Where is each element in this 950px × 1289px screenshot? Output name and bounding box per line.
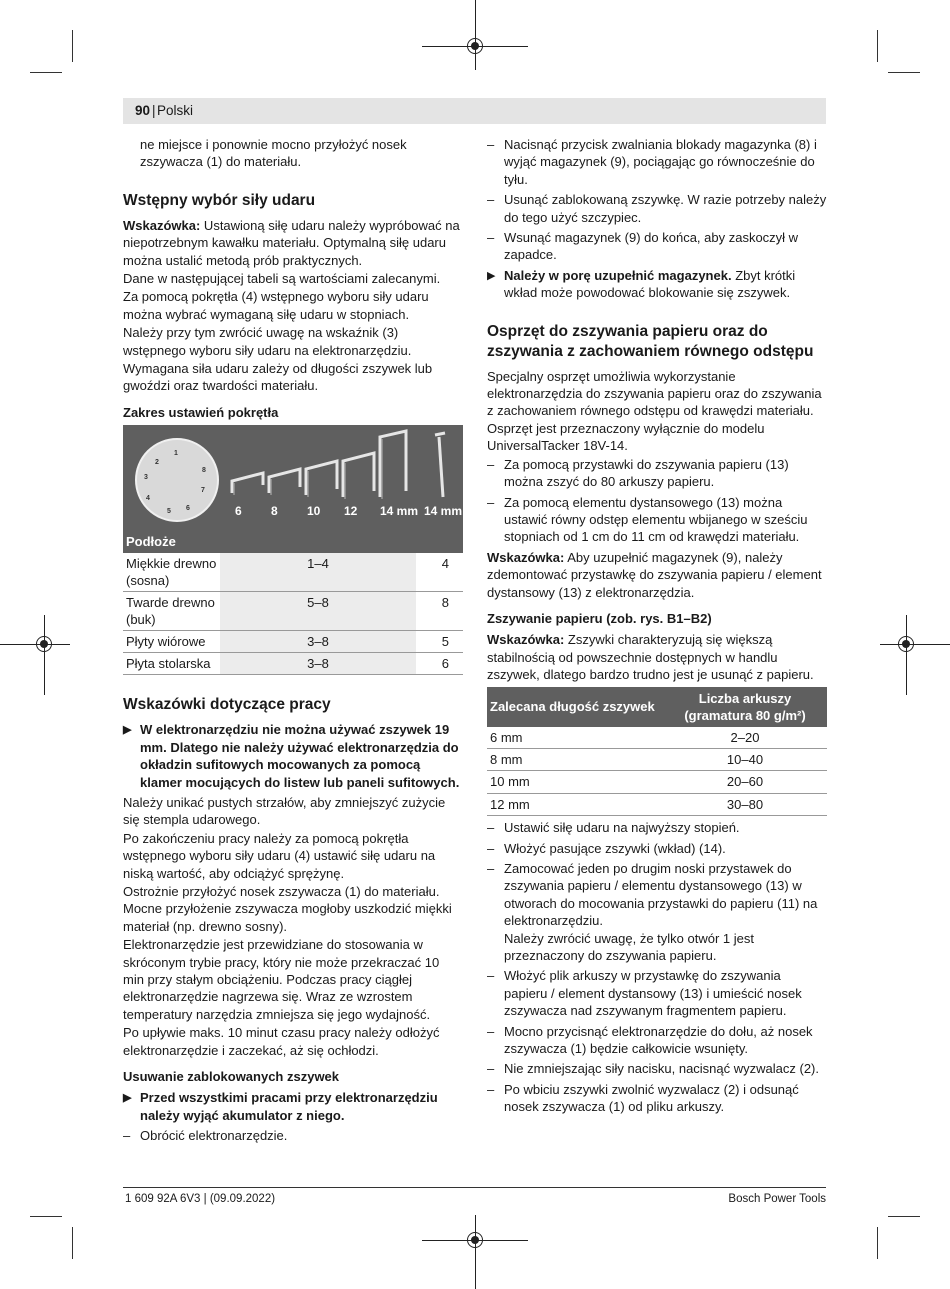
registration-line [880,644,950,645]
paragraph: Specjalny osprzęt umożliwia wykorzystanie elektronarzędzia do zszywania papieru oraz do zszywania z zachowaniem równego odstępu od krawędzi materiału. Osprzęt jest przeznaczony wyłącznie do modelu UniversalTacker 18V-14. [487,368,822,454]
dial-label: 2 [155,459,159,467]
crop-mark [30,72,62,73]
cell-length: 10 mm [487,771,663,793]
note [487,549,827,601]
cell-value: 4 [416,553,463,592]
table-row [123,553,463,592]
paragraph: Po zakończeniu pracy należy za pomocą pokrętła wstępnego wyboru siły udaru (4) ustawić siłę udaru na niską wartość, aby odciążyć sprężynę. [123,830,436,881]
dial-label: 3 [144,474,148,482]
cell-substrate: Miękkie drewno (sosna) [123,553,220,592]
note-label: Wskazówka: [487,632,565,648]
list-item: – Za pomocą przystawki do zszywania papieru (13) można zszyć do 80 arkuszy papieru. [487,456,827,491]
registration-mark-icon [898,636,914,652]
substrate-table [123,529,463,675]
subsection-title: Zszywanie papieru (zob. rys. B1–B2) [487,610,712,626]
cell-length: 12 mm [487,793,663,815]
registration-line [475,0,476,70]
note-text: Ustawioną siłę udaru należy wypróbować na niepotrzebnym kawałku materiału. Optymalną siłę udaru można ustalić metodą prób praktycznych. [123,217,460,268]
note-label: Wskazówka: [123,217,201,233]
staple-length-label: 14 mm [424,503,463,518]
note-text: Zszywki charakteryzują się większą stabilnością od powszechnie dostępnych w handlu zszywek, dlatego bardzo trudno jest je usunąć z papieru. [487,632,814,683]
paragraph: Ostrożnie przyłożyć nosek zszywacza (1) do materiału. Mocne przyłożenie zszywacza mogłoby uszkodzić miękki materiał (np. drewno sosny). [123,883,452,934]
paragraph: ne miejsce i ponownie mocno przyłożyć nosek zszywacza (1) do materiału. [140,137,407,170]
cell-value: 8 [416,592,463,631]
warning: ▶ W elektronarzędziu nie można używać zszywek 19 mm. Dlatego nie należy używać elektronarzędzia do okładzin sufitowych mocowanych za pomocą klamer mocujących do listew lub paneli sufitowych. [123,721,463,791]
left-column [123,136,463,1148]
table-row [123,653,463,675]
list-item: – Zamocować jeden po drugim noski przystawek do zszywania papieru / elementu dystansowego (13) w otworach do mocowania przystawki do papieru (11) na elektronarzędziu. [487,860,827,930]
paragraph: Elektronarzędzie jest przewidziane do stosowania w skróconym trybie pracy, który nie może przekraczać 10 min przy stałym obciążeniu. Podczas pracy ciągłej elektronarzędzie nagrzewa się. Wraz ze wzrostem temperatury narzędzia zmniejsza się jego wydajność. [123,937,440,1022]
list-item: – Usunąć zablokowaną zszywkę. W razie potrzeby należy do tego użyć szczypiec. [487,191,827,226]
crop-mark [877,30,878,62]
note-label: Wskazówka: [487,549,565,565]
staple-length-label: 12 [344,503,358,518]
staple-length-label: 6 [235,503,242,518]
page-footer [123,1187,826,1205]
cell-substrate: Płyty wiórowe [123,631,220,653]
header-language: Polski [157,103,194,118]
table-header: Liczba arkuszy (gramatura 80 g/m²) [663,687,827,727]
right-column [487,136,827,1119]
page-header [123,98,826,124]
paragraph: Po upływie maks. 10 minut czasu pracy należy odłożyć elektronarzędzie i zaczekać, aż się ochłodzi. [123,1025,440,1058]
list-item: – Nacisnąć przycisk zwalniania blokady magazynka (8) i wyjąć magazynek (9), pociągając go równocześnie do tyłu. [487,136,827,188]
cell-length: 6 mm [487,727,663,749]
dial-label: 4 [146,495,150,503]
staple-length-label: 8 [271,503,278,518]
dial-label: 7 [201,487,205,495]
note-text: Aby uzupełnić magazynek (9), należy zdemontować przystawkę do zszywania papieru / element dystansowy (13) z elektronarzędzia. [487,549,822,600]
section-title: Wstępny wybór siły udaru [123,191,316,209]
dial-label: 5 [167,508,171,516]
note [487,631,827,683]
cell-substrate: Płyta stolarska [123,653,220,675]
table-header: Podłoże [123,529,463,553]
cell-range: 3–8 [220,631,416,653]
list-item: – Po wbiciu zszywki zwolnić wyzwalacz (2) i odsunąć nosek zszywacza (1) od pliku arkuszy. [487,1081,827,1116]
paragraph: Za pomocą pokrętła (4) wstępnego wyboru siły udaru można wybrać wymaganą siłę udaru w stopniach. [123,289,429,322]
registration-line [906,615,907,695]
table-row [487,727,827,749]
registration-mark-icon [467,1232,483,1248]
paragraph: Dane w następującej tabeli są wartościami zalecanymi. [123,271,441,287]
table-row [487,771,827,793]
staple-length-label: 10 [307,503,321,518]
table-row [123,631,463,653]
cell-range: 5–8 [220,592,416,631]
registration-line [475,1215,476,1289]
registration-line [44,615,45,695]
cell-length: 8 mm [487,748,663,770]
list-item: – Mocno przycisnąć elektronarzędzie do dołu, aż nosek zszywacza (1) będzie całkowicie wsunięty. [487,1023,827,1058]
table-row [487,748,827,770]
crop-mark [888,1216,920,1217]
crop-mark [888,72,920,73]
warning-text: Zbyt krótki wkład może powodować blokowanie się zszywek. [504,267,796,301]
paragraph: Wymagana siła udaru zależy od długości zszywek lub gwoździ oraz twardości materiału. [123,361,433,394]
section-title: Wskazówki dotyczące pracy [123,696,331,714]
cell-substrate: Twarde drewno (buk) [123,592,220,631]
cell-range: 3–8 [220,653,416,675]
staple-table [487,687,827,817]
table-row [123,592,463,631]
dial-label: 8 [202,467,206,475]
list-item: – Obrócić elektronarzędzie. [123,1127,463,1144]
section-title: Osprzęt do zszywania papieru oraz do zszywania z zachowaniem równego odstępu [487,322,814,360]
list-item: – Ustawić siłę udaru na najwyższy stopień. [487,819,827,836]
warning-bold: Należy w porę uzupełnić magazynek. [504,267,732,283]
table-title: Zakres ustawień pokrętła [123,404,279,420]
list-item: – Wsunąć magazynek (9) do końca, aby zaskoczył w zapadce. [487,229,827,264]
subsection-title: Usuwanie zablokowanych zszywek [123,1069,340,1084]
paragraph: Należy zwrócić uwagę, że tylko otwór 1 jest przeznaczony do zszywania papieru. [504,930,754,964]
cell-sheets: 20–60 [663,771,827,793]
table-header: Zalecana długość zszywek [487,687,663,727]
staple-length-label: 14 mm [380,503,419,518]
registration-mark-icon [36,636,52,652]
cell-value: 6 [416,653,463,675]
paragraph: Należy przy tym zwrócić uwagę na wskaźnik (3) wstępnego wyboru siły udaru na elektronarzędziu. [123,325,412,358]
registration-line [0,644,70,645]
table-row [487,793,827,815]
footer-doc-number: 1 609 92A 6V3 | (09.09.2022) [125,1193,276,1205]
footer-brand: Bosch Power Tools [728,1193,826,1205]
cell-value: 5 [416,631,463,653]
warning [487,267,827,302]
dial-illustration [123,425,463,529]
note [123,217,463,269]
dial-label: 1 [174,450,178,458]
list-item: – Włożyć pasujące zszywki (wkład) (14). [487,840,827,857]
cell-range: 1–4 [220,553,416,592]
registration-mark-icon [467,38,483,54]
list-item: – Za pomocą elementu dystansowego (13) można ustawić równy odstęp elementu wbijanego w sześciu stopniach od 1 cm do 11 cm od krawędzi materiału. [487,494,827,546]
list-item: – Nie zmniejszając siły nacisku, nacisnąć wyzwalacz (2). [487,1060,827,1077]
cell-sheets: 30–80 [663,793,827,815]
warning: ▶ Przed wszystkimi pracami przy elektronarzędziu należy wyjąć akumulator z niego. [123,1089,463,1124]
list-item: – Włożyć plik arkuszy w przystawkę do zszywania papieru / element dystansowy (13) i umieścić nosek zszywacza nad zszywanym fragmentem papieru. [487,967,827,1019]
crop-mark [877,1227,878,1259]
cell-sheets: 2–20 [663,727,827,749]
page-number: 90 [135,103,151,118]
cell-sheets: 10–40 [663,748,827,770]
crop-mark [72,1227,73,1259]
paragraph: Należy unikać pustych strzałów, aby zmniejszyć zużycie się stempla udarowego. [123,794,446,828]
crop-mark [72,30,73,62]
crop-mark [30,1216,62,1217]
header-separator: | [152,103,156,118]
dial-label: 6 [186,505,190,513]
